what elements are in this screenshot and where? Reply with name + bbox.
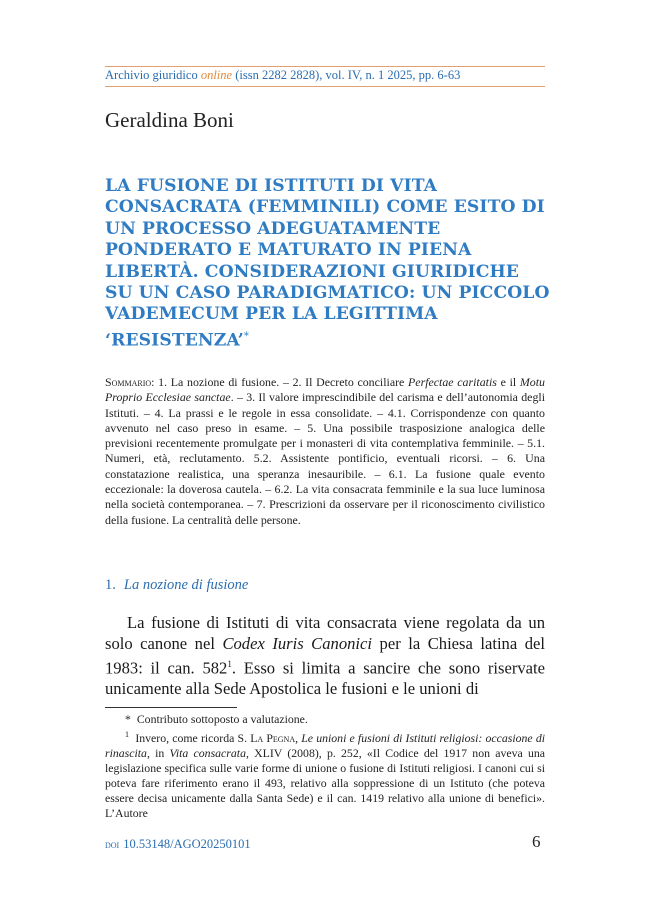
footnote-1 xyxy=(105,727,545,821)
footnote-star xyxy=(105,712,545,727)
page-number: 6 xyxy=(532,832,541,851)
footnote-1-marker: 1 xyxy=(125,730,129,740)
body-part-2: per la Chiesa latina del 1983: il can. 582 xyxy=(105,633,545,678)
doi-value: 10.53148/AGO20250101 xyxy=(123,837,251,851)
header-rule-top xyxy=(105,66,545,67)
journal-suffix: (issn 2282 2828), vol. IV, n. 1 2025, pp. 6-63 xyxy=(232,68,461,82)
footnote-1-part-d: , XLIV (2008), p. 252, «Il Codice del 1917 non aveva una legislazione specifica sulle varie forme di unione o fusione di Istituti religiosi. I canoni cui si poteva fare riferimento erano il 493, relativo alla soppressione di un Istituto (che poteva essere decisa unicamente dalla Santa Sede) e il can. 1419 relativo alla unione di benefici». L’Autore xyxy=(105,746,545,821)
summary-part-1: : 1. La nozione di fusione. – 2. Il Decreto conciliare xyxy=(151,375,409,389)
article-title-text: LA FUSIONE DI ISTITUTI DI VITA CONSACRATA (FEMMINILI) COME ESITO DI UN PROCESSO ADEGUATAMENTE PONDERATO E MATURATO IN PIENA LIBERTÀ. CONSIDERAZIONI GIURIDICHE SU UN CASO PARADIGMATICO: UN PICCOLO VADEMECUM PER LA LEGITTIMA ‘RESISTENZA’ xyxy=(105,176,550,351)
article-title xyxy=(105,176,550,352)
body-italic-1: Codex Iuris Canonici xyxy=(222,633,373,653)
summary-italic-1: Perfectae caritatis xyxy=(408,375,497,389)
footnote-star-marker: * xyxy=(125,712,131,726)
journal-citation xyxy=(105,68,545,83)
header-rule-bottom xyxy=(105,86,545,87)
footnote-ref-1: 1 xyxy=(227,659,232,669)
section-heading xyxy=(105,577,248,594)
body-part-3: . Esso si limita a sancire che sono riservate unicamente alla Sede Apostolica le fusioni e le unioni di xyxy=(105,658,545,699)
journal-prefix: Archivio giuridico xyxy=(105,68,201,82)
footnote-1-part-a: Invero, come ricorda S. xyxy=(135,731,251,746)
footnote-1-author: La Pegna xyxy=(250,731,296,746)
footnote-1-title: Le unioni e fusioni di Istituti religiosi: occasione di rinascita xyxy=(105,731,545,761)
footnote-star-text: Contributo sottoposto a valutazione. xyxy=(136,712,308,726)
doi xyxy=(105,837,251,852)
summary-italic-2: Motu Proprio Ecclesiae sanctae xyxy=(105,375,545,405)
author-name: Geraldina Boni xyxy=(105,108,234,132)
footnote-1-part-b: , xyxy=(295,731,302,746)
doi-label: doi xyxy=(105,839,120,851)
section-number: 1. xyxy=(105,577,116,593)
footnotes xyxy=(105,712,545,822)
summary-label: Sommario xyxy=(105,375,152,389)
footnote-1-journal: Vita consacrata xyxy=(169,746,246,761)
body-paragraph xyxy=(105,613,545,700)
footnote-1-part-c: , in xyxy=(146,746,170,761)
section-title: La nozione di fusione xyxy=(123,577,249,593)
summary-part-3: . – 3. Il valore imprescindibile del carisma e dell’autonomia degli Istituti. – 4. La prassi e le regole in essa consolidate. – 4.1. Corrispondenze con quanto avvenuto nel caso preso in esame. – 5. Una possibile trasposizione analogica delle previsioni recentemente promulgate per i monasteri di vita contemplativa femminile. – 5.1. Numeri, età, reclutamento. 5.2. Assistente pontificio, eventuali ricorsi. – 6. Una constatazione realistica, una speranza inesauribile. – 6.1. La fusione quale evento eccezionale: la doverosa cautela. – 6.2. La vita consacrata femminile e la sua luce luminosa nella società contemporanea. – 7. Prescrizioni da osservare per il riconoscimento civilistico della fusione. La centralità delle persone. xyxy=(105,390,545,527)
footnote-separator xyxy=(105,707,237,708)
summary-part-2: e il xyxy=(496,375,520,389)
body-part-1: La fusione di Istituti di vita consacrata viene regolata da un solo canone nel xyxy=(105,613,545,653)
summary xyxy=(105,375,545,528)
title-footnote-marker: * xyxy=(243,330,249,342)
journal-online: online xyxy=(200,68,233,82)
